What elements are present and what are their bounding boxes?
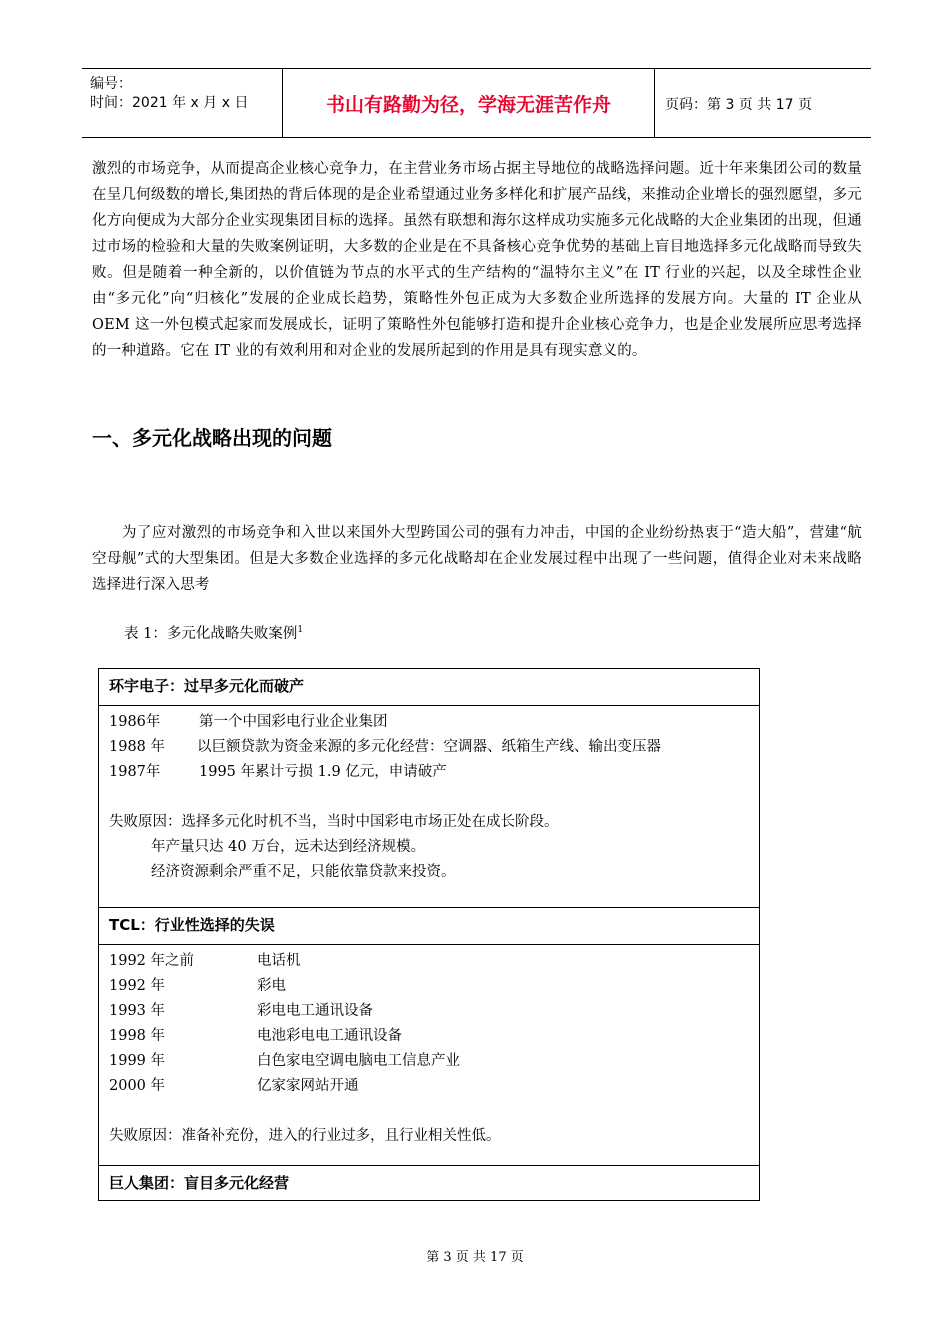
section-heading: 一、多元化战略出现的问题 <box>92 426 332 450</box>
case2-row <box>109 1049 749 1074</box>
case2-desc: 电话机 <box>257 953 301 969</box>
case2-body <box>99 945 760 1166</box>
case2-row <box>109 949 749 974</box>
case1-reason-detail: 经济资源剩余严重不足，只能依靠贷款来投资。 <box>151 864 456 880</box>
case2-row <box>109 1024 749 1049</box>
case1-year: 1988 年 <box>109 739 166 755</box>
case2-year: 1998 年 <box>109 1028 166 1044</box>
case2-year: 2000 年 <box>109 1078 166 1094</box>
table-row <box>99 945 760 1166</box>
case2-desc: 彩电 <box>257 978 286 994</box>
header-motto: 书山有路勤为径，学海无涯苦作舟 <box>325 94 611 116</box>
page-footer: 第 3 页 共 17 页 <box>426 1250 524 1265</box>
table-row <box>99 669 760 706</box>
case2-year: 1993 年 <box>109 1003 166 1019</box>
intro-paragraph: 激烈的市场竞争，从而提高企业核心竞争力，在主营业务市场占据主导地位的战略选择问题。近十年来集团公司的数量在呈几何级数的增长,集团热的背后体现的是企业希望通过业务多样化和扩展产品线，来推动企业增长的强烈愿望，多元化方向便成为大部分企业实现集团目标的选择。虽然有联想和海尔这样成功实施多元化战略的大企业集团的出现，但通过市场的检验和大量的失败案例证明，大多数的企业是在不具备核心竞争优势的基础上盲目地选择多元化战略而导致失败。但是随着一种全新的，以价值链为节点的水平式的生产结构的“温特尔主义”在 IT 行业的兴起，以及全球性企业由“多元化”向“归核化”发展的企业成长趋势，策略性外包正成为大多数企业所选择的发展方向。大量的 IT 企业从 OEM 这一外包模式起家而发展成长，证明了策略性外包能够打造和提升企业核心竞争力，也是企业发展所应思考选择的一种道路。它在 IT 业的有效利用和对企业的发展所起到的作用是具有现实意义的。 <box>92 161 862 359</box>
table-caption-text: 表 1：多元化战略失败案例 <box>124 626 298 642</box>
document-number-label: 编号： <box>90 76 132 92</box>
case1-desc: 第一个中国彩电行业企业集团 <box>199 714 388 730</box>
case1-desc: 以巨额贷款为资金来源的多元化经营：空调器、纸箱生产线、输出变压器 <box>197 739 661 755</box>
case1-body <box>99 706 760 908</box>
case2-desc: 彩电电工通讯设备 <box>257 1003 373 1019</box>
case2-year: 1992 年之前 <box>109 953 195 969</box>
case2-desc: 白色家电空调电脑电工信息产业 <box>257 1053 460 1069</box>
header-meta-cell <box>82 69 283 137</box>
case1-row <box>109 760 749 785</box>
table-row <box>99 908 760 945</box>
case2-row <box>109 1074 749 1099</box>
case1-reason: 失败原因：选择多元化时机不当，当时中国彩电市场正处在成长阶段。 <box>109 814 559 830</box>
spacer <box>109 1099 749 1124</box>
case2-row <box>109 999 749 1024</box>
case2-row <box>109 974 749 999</box>
case2-year: 1992 年 <box>109 978 166 994</box>
case1-year: 1986年 <box>109 714 161 730</box>
page-header <box>82 68 871 138</box>
footnote-marker: 1 <box>297 625 304 636</box>
header-page-number: 页码：第 3 页 共 17 页 <box>665 97 812 113</box>
document-time-label: 时间：2021 年 x 月 x 日 <box>90 95 249 111</box>
header-page-cell <box>655 69 871 137</box>
case3-title: 巨人集团：盲目多元化经营 <box>99 1166 760 1201</box>
case1-row <box>109 735 749 760</box>
case1-reason-detail: 年产量只达 40 万台，远未达到经济规模。 <box>151 839 426 855</box>
case2-reason: 失败原因：准备补充份，进入的行业过多，且行业相关性低。 <box>109 1128 501 1144</box>
table-row <box>99 1166 760 1201</box>
case1-title: 环宇电子：过早多元化而破产 <box>99 669 760 706</box>
failure-cases-table <box>98 668 760 1201</box>
table-caption <box>124 622 303 643</box>
case1-row <box>109 710 749 735</box>
header-motto-cell <box>283 69 655 137</box>
case2-title: TCL：行业性选择的失误 <box>99 908 760 945</box>
section-paragraph: 为了应对激烈的市场竞争和入世以来国外大型跨国公司的强有力冲击，中国的企业纷纷热衷于“造大船”，营建“航空母舰”式的大型集团。但是大多数企业选择的多元化战略却在企业发展过程中出现了一些问题，值得企业对未来战略选择进行深入思考 <box>92 525 862 593</box>
case1-desc: 1995 年累计亏损 1.9 亿元，申请破产 <box>199 764 447 780</box>
table-row <box>99 706 760 908</box>
case1-year: 1987年 <box>109 764 161 780</box>
case2-year: 1999 年 <box>109 1053 166 1069</box>
spacer <box>109 785 749 810</box>
case2-desc: 电池彩电电工通讯设备 <box>257 1028 402 1044</box>
case2-desc: 亿家家网站开通 <box>257 1078 359 1094</box>
